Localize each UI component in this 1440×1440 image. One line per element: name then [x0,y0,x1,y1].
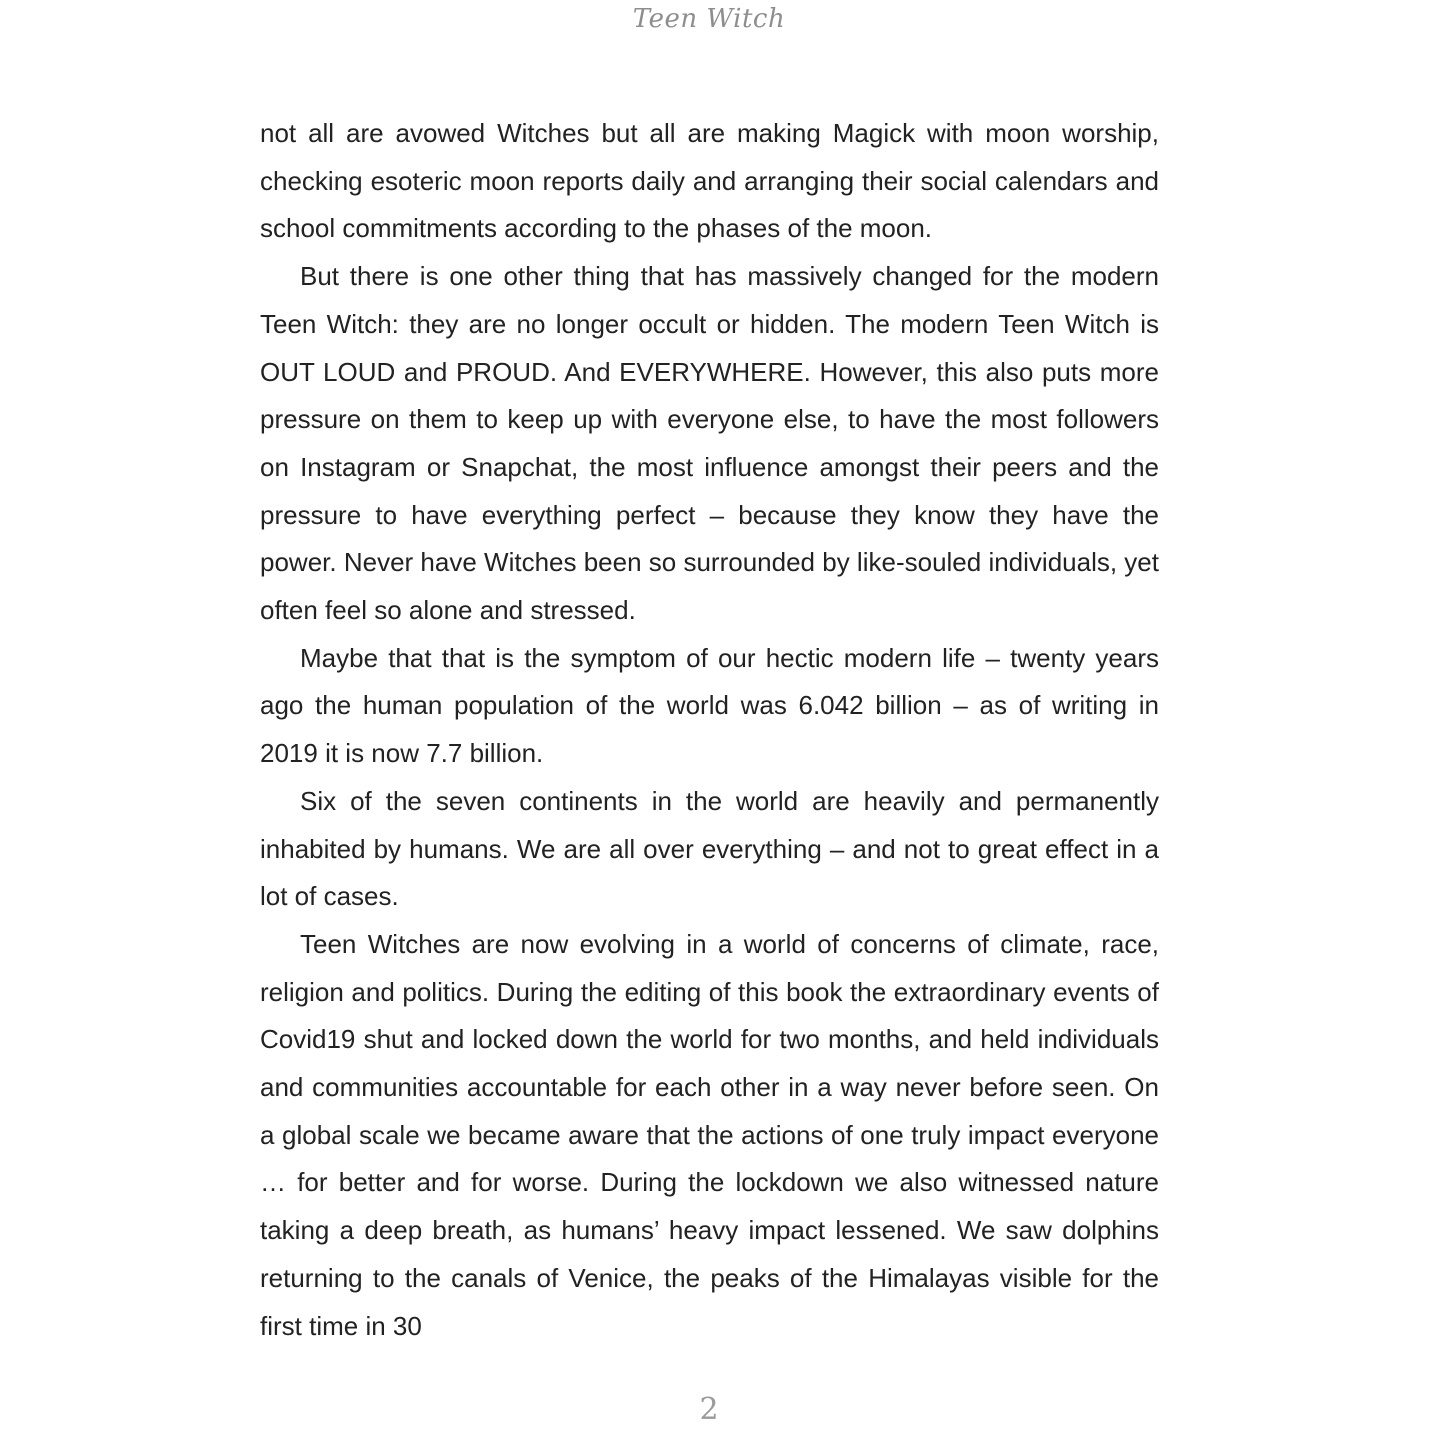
running-head-title: Teen Witch [632,4,786,34]
paragraph: Teen Witches are now evolving in a world of concerns of climate, race, religion and politics. During the editing of this book the extraordinary events of Covid19 shut and locked down the world for two months, and held individuals and communities accountable for each other in a way never before seen. On a global scale we became aware that the actions of one truly impact everyone … for better and for worse. During the lockdown we also witnessed nature taking a deep breath, as humans’ heavy impact lessened. We saw dolphins returning to the canals of Venice, the peaks of the Himalayas visible for the first time in 30 [260,928,1159,1341]
page-number: 2 [699,1392,719,1427]
paragraph: Six of the seven continents in the world are heavily and permanently inhabited by humans. We are all over everything – and not to great effect in a lot of cases. [260,785,1159,912]
paragraph: But there is one other thing that has massively changed for the modern Teen Witch: they are no longer occult or hidden. The modern Teen Witch is OUT LOUD and PROUD. And EVERYWHERE. However, this also puts more pressure on them to keep up with everyone else, to have the most followers on Instagram or Snapchat, the most influence amongst their peers and the pressure to have everything perfect – because they know they have the power. Never have Witches been so surrounded by like-souled individuals, yet often feel so alone and stressed. [260,261,1159,626]
paragraph-continued: not all are avowed Witches but all are making Magick with moon worship, checking esoteric moon reports daily and arranging their social calendars and school commitments according to the phases of the moon. [260,118,1159,244]
body-text [260,110,1159,1350]
paragraph: Maybe that that is the symptom of our hectic modern life – twenty years ago the human population of the world was 6.042 billion – as of writing in 2019 it is now 7.7 billion. [260,642,1159,769]
